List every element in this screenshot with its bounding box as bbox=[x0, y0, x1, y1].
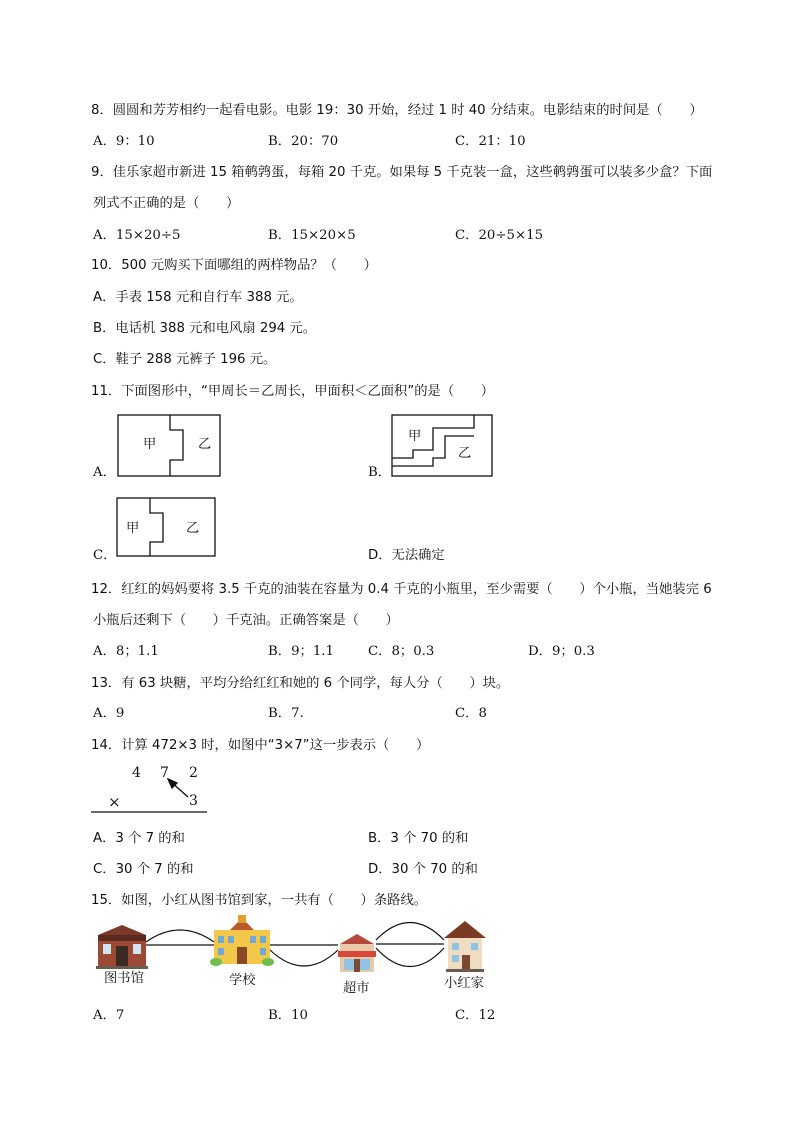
q12-stem-line1: 12．红红的妈妈要将 3.5 千克的油装在容量为 0.4 千克的小瓶里，至少需要（ ）个小瓶，当她装完 6 bbox=[91, 582, 712, 597]
q11-option-c[interactable]: C． bbox=[93, 548, 117, 563]
library-icon bbox=[96, 925, 148, 969]
q11-option-d[interactable]: D．无法确定 bbox=[368, 548, 445, 563]
route-library-school-1 bbox=[146, 930, 214, 942]
route-market-home-1 bbox=[376, 923, 444, 941]
q11-a-yi-label: 乙 bbox=[198, 437, 212, 452]
label-library: 图书馆 bbox=[104, 971, 144, 986]
q11-stem: 11．下面图形中，“甲周长＝乙周长，甲面积＜乙面积”的是（ ） bbox=[91, 384, 495, 399]
q14-digit-7: 7 bbox=[160, 765, 169, 781]
q11-a-jia-label: 甲 bbox=[143, 437, 157, 452]
q12-option-d[interactable]: D．9；0.3 bbox=[528, 644, 595, 659]
q11-option-a[interactable]: A． bbox=[93, 465, 116, 480]
q12-stem-line2: 小瓶后还剩下（ ）千克油。正确答案是（ ） bbox=[93, 613, 399, 628]
q15-routes bbox=[146, 923, 444, 967]
q15-option-c[interactable]: C．12 bbox=[455, 1008, 496, 1023]
q14-stem: 14．计算 472×3 时，如图中“3×7”这一步表示（ ） bbox=[91, 738, 430, 753]
q8-option-c[interactable]: C．21：10 bbox=[455, 134, 526, 149]
q8-option-a[interactable]: A．9：10 bbox=[93, 134, 155, 149]
home-icon bbox=[444, 921, 486, 972]
q10-option-c[interactable]: C．鞋子 288 元裤子 196 元。 bbox=[93, 352, 277, 367]
q11-b-yi-label: 乙 bbox=[458, 446, 472, 461]
q14-multiplier-3: 3 bbox=[189, 793, 198, 809]
q15-option-b[interactable]: B．10 bbox=[268, 1008, 308, 1023]
q13-option-b[interactable]: B．7. bbox=[268, 706, 304, 721]
q9-option-b[interactable]: B．15×20×5 bbox=[268, 228, 356, 243]
q8-stem: 8．圆圆和芳芳相约一起看电影。电影 19：30 开始，经过 1 时 40 分结束。电影结束的时间是（ ） bbox=[91, 103, 703, 118]
q14-option-a[interactable]: A．3 个 7 的和 bbox=[93, 831, 185, 846]
label-school: 学校 bbox=[229, 973, 256, 988]
q12-option-a[interactable]: A．8；1.1 bbox=[93, 644, 159, 659]
q14-option-c[interactable]: C．30 个 7 的和 bbox=[93, 862, 194, 877]
q13-option-a[interactable]: A．9 bbox=[93, 706, 125, 721]
label-home: 小红家 bbox=[444, 976, 484, 991]
route-school-market-2 bbox=[270, 950, 338, 966]
q14-digit-2: 2 bbox=[189, 765, 198, 781]
q14-digit-4: 4 bbox=[132, 765, 141, 781]
q11-b-jia-label: 甲 bbox=[408, 429, 422, 444]
q14-times-sign: × bbox=[108, 793, 121, 811]
q14-option-d[interactable]: D．30 个 70 的和 bbox=[368, 862, 478, 877]
q14-option-b[interactable]: B．3 个 70 的和 bbox=[368, 831, 469, 846]
q9-stem-line2: 列式不正确的是（ ） bbox=[93, 196, 240, 211]
q9-stem-line1: 9．佳乐家超市新进 15 箱鹌鹑蛋，每箱 20 千克。如果每 5 千克装一盒，这些鹌鹑蛋可以装多少盒？下面 bbox=[91, 165, 713, 180]
q8-option-b[interactable]: B．20：70 bbox=[268, 134, 339, 149]
q9-option-a[interactable]: A．15×20÷5 bbox=[93, 228, 181, 243]
q12-option-b[interactable]: B．9；1.1 bbox=[268, 644, 334, 659]
q11-c-jia-label: 甲 bbox=[126, 521, 140, 536]
q9-option-c[interactable]: C．20÷5×15 bbox=[455, 228, 544, 243]
route-market-home-3 bbox=[376, 948, 444, 967]
q10-option-a[interactable]: A．手表 158 元和自行车 388 元。 bbox=[93, 290, 303, 305]
q11-option-b[interactable]: B． bbox=[368, 465, 392, 480]
q10-stem: 10．500 元购买下面哪组的两样物品？（ ） bbox=[91, 258, 377, 273]
q10-option-b[interactable]: B．电话机 388 元和电风扇 294 元。 bbox=[93, 321, 317, 336]
label-supermarket: 超市 bbox=[343, 981, 370, 996]
q12-option-c[interactable]: C．8；0.3 bbox=[368, 644, 435, 659]
q13-stem: 13．有 63 块糖，平均分给红红和她的 6 个同学，每人分（ ）块。 bbox=[91, 676, 510, 691]
school-icon bbox=[210, 915, 274, 966]
q15-option-a[interactable]: A．7 bbox=[93, 1008, 125, 1023]
q15-stem: 15．如图，小红从图书馆到家，一共有（ ）条路线。 bbox=[91, 893, 428, 908]
supermarket-icon bbox=[338, 934, 376, 972]
q11-c-yi-label: 乙 bbox=[186, 521, 200, 536]
q13-option-c[interactable]: C．8 bbox=[455, 706, 487, 721]
